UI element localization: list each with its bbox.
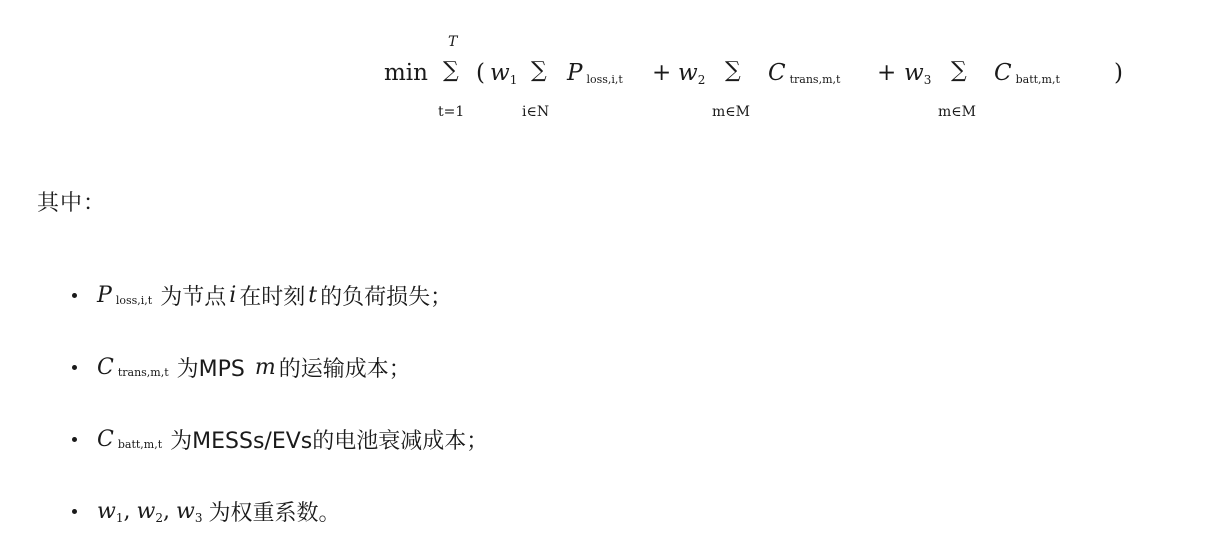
where-label: 其中： xyxy=(37,191,107,216)
sum-symbol-m-batt: ∑ xyxy=(951,58,967,83)
bullet-text: 为权重系数。 xyxy=(208,500,341,526)
bullet-text: 为节点 xyxy=(160,284,227,310)
sum-symbol-i: ∑ xyxy=(531,58,547,83)
sum-i-lower-limit: i∈N xyxy=(522,104,550,120)
sum-m-lower-limit-trans: m∈M xyxy=(712,104,750,120)
subscript-trans: trans,m,t xyxy=(117,365,169,379)
min-operator: min xyxy=(384,60,428,86)
variable-m: m xyxy=(254,354,276,380)
subscript-loss: loss,i,t xyxy=(115,293,153,307)
sum-upper-limit: T xyxy=(448,34,458,50)
comma: , xyxy=(162,498,170,524)
variable-t: t xyxy=(308,282,318,308)
bullet-dot xyxy=(72,509,77,514)
bullet-text: 的运输成本； xyxy=(278,356,411,382)
symbol-p-loss: P xyxy=(97,282,112,308)
weight-w3: w3 xyxy=(904,60,932,87)
plus-1: + xyxy=(652,60,672,86)
sum-lower-limit: t=1 xyxy=(438,104,465,120)
bullet-text: 在时刻 xyxy=(239,284,306,310)
list-item xyxy=(72,494,340,528)
weight-w2: w2 xyxy=(678,60,706,87)
plus-2: + xyxy=(877,60,897,86)
bullet-text: 为MPS xyxy=(176,356,245,382)
bullet-dot xyxy=(72,365,77,370)
symbol-c-trans: C xyxy=(97,354,114,380)
trans-term: Ctrans,m,t xyxy=(768,60,841,86)
list-item xyxy=(72,422,488,456)
bullet-dot xyxy=(72,293,77,298)
left-paren: ( xyxy=(476,60,485,86)
sum-m-lower-limit-batt: m∈M xyxy=(938,104,976,120)
symbol-c-batt: C xyxy=(97,426,114,452)
subscript-batt: batt,m,t xyxy=(117,437,163,451)
objective-formula xyxy=(0,0,1212,150)
weight-w2-inline: w2 xyxy=(136,498,163,525)
sum-symbol-t: ∑ xyxy=(443,58,459,83)
loss-term: Ploss,i,t xyxy=(567,60,623,86)
batt-term: Cbatt,m,t xyxy=(994,60,1060,86)
weight-w1-inline: w1 xyxy=(97,498,124,525)
bullet-dot xyxy=(72,437,77,442)
variable-i: i xyxy=(229,282,237,308)
list-item xyxy=(72,350,411,384)
bullet-text: 为MESSs/EVs的电池衰减成本； xyxy=(170,428,489,454)
list-item xyxy=(72,278,452,312)
bullet-text: 的负荷损失； xyxy=(320,284,453,310)
weight-w3-inline: w3 xyxy=(175,498,203,525)
right-paren: ) xyxy=(1114,60,1123,86)
weight-w1: w1 xyxy=(490,60,518,87)
comma: , xyxy=(123,498,131,524)
sum-symbol-m-trans: ∑ xyxy=(725,58,741,83)
